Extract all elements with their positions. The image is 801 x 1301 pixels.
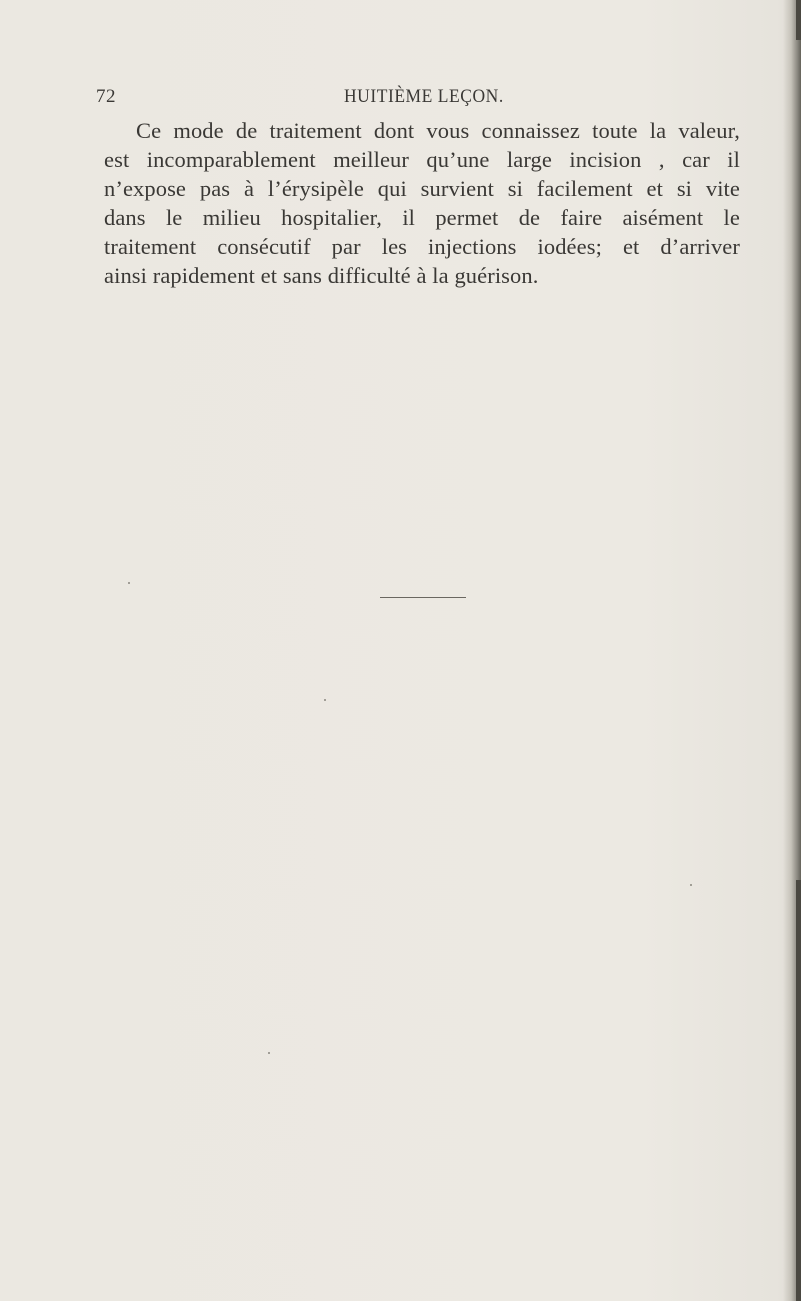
text-line: est incomparablement meilleur qu’une large incision , car il [104,147,740,172]
running-title: HUITIÈME LEÇON. [344,86,504,107]
page-number: 72 [96,86,116,107]
page-edge-dark-top [796,0,801,40]
paper-speck [324,699,326,701]
paper-speck [268,1052,270,1054]
page-edge-dark-bottom [796,880,801,1301]
section-separator-rule [380,597,466,598]
body-paragraph [104,116,740,290]
paper-speck [690,884,692,886]
text-line: n’expose pas à l’érysipèle qui survient si facilement et si vite [104,176,740,201]
text-line: dans le milieu hospitalier, il permet de faire aisément le [104,205,740,230]
text-line: Ce mode de traitement dont vous connaissez toute la valeur, [136,118,740,143]
text-line: traitement consécutif par les injections iodées; et d’arriver [104,234,740,259]
page-header [96,86,736,112]
paper-speck [128,582,130,584]
text-line: ainsi rapidement et sans difficulté à la guérison. [104,263,539,288]
